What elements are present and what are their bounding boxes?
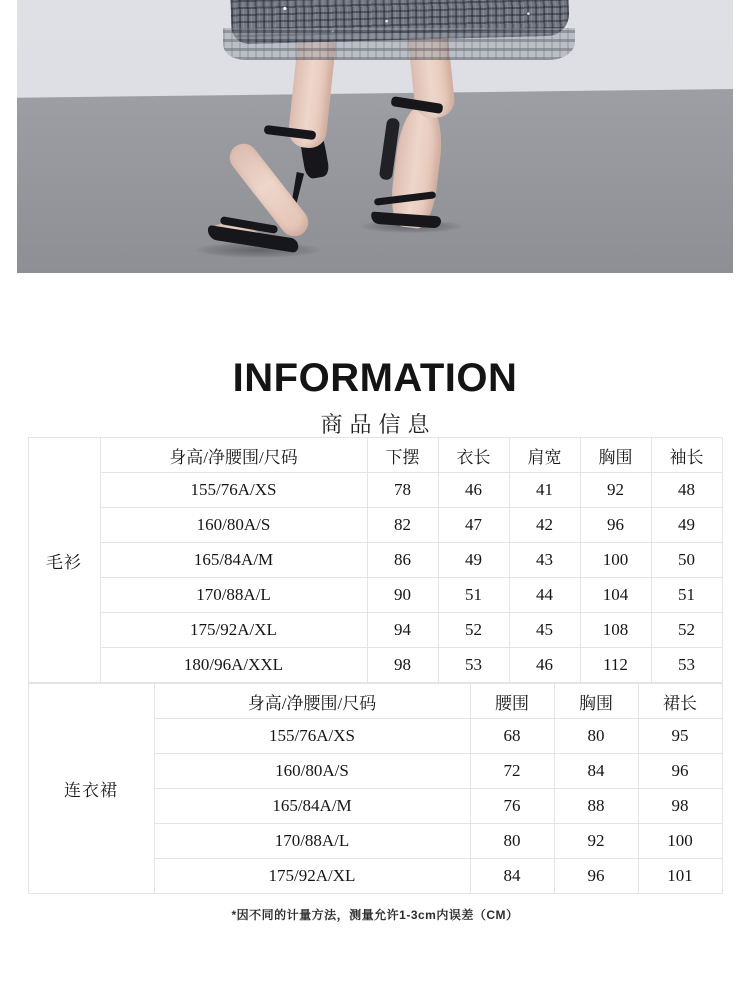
measurement-cell: 96 (580, 508, 651, 543)
measurement-cell: 45 (509, 613, 580, 648)
measurement-tolerance-footnote: *因不同的计量方法，测量允许1-3cm内误差（CM） (231, 908, 519, 923)
product-label: 连衣裙 (28, 684, 154, 894)
measurement-cell: 94 (367, 613, 438, 648)
measurement-cell: 42 (509, 508, 580, 543)
size-spec-cell: 160/80A/S (100, 508, 367, 543)
header-row (28, 438, 722, 473)
measurement-cell: 90 (367, 578, 438, 613)
measurement-cell: 50 (651, 543, 722, 578)
column-header: 衣长 (438, 438, 509, 473)
section-subtitle: 商品信息 (320, 412, 437, 437)
column-header: 胸围 (554, 684, 638, 719)
information-section-header (0, 357, 750, 437)
column-header: 下摆 (367, 438, 438, 473)
column-header: 袖长 (651, 438, 722, 473)
measurement-cell: 48 (651, 473, 722, 508)
column-header: 身高/净腰围/尺码 (154, 684, 470, 719)
product-label: 毛衫 (28, 438, 100, 683)
measurement-cell: 82 (367, 508, 438, 543)
plaid-skirt-sheer-hem (223, 28, 575, 60)
measurement-cell: 108 (580, 613, 651, 648)
measurement-cell: 52 (651, 613, 722, 648)
measurement-cell: 84 (470, 859, 554, 894)
measurement-cell: 41 (509, 473, 580, 508)
measurement-cell: 52 (438, 613, 509, 648)
size-spec-cell: 175/92A/XL (154, 859, 470, 894)
size-spec-cell: 170/88A/L (154, 824, 470, 859)
column-header: 肩宽 (509, 438, 580, 473)
size-spec-cell: 180/96A/XXL (100, 648, 367, 683)
measurement-cell: 46 (438, 473, 509, 508)
measurement-cell: 47 (438, 508, 509, 543)
measurement-cell: 95 (638, 719, 722, 754)
measurement-cell: 100 (580, 543, 651, 578)
measurement-cell: 98 (638, 789, 722, 824)
measurement-cell: 101 (638, 859, 722, 894)
column-header: 胸围 (580, 438, 651, 473)
measurement-cell: 68 (470, 719, 554, 754)
size-spec-cell: 155/76A/XS (154, 719, 470, 754)
section-title: INFORMATION (232, 356, 518, 400)
column-header: 腰围 (470, 684, 554, 719)
size-row (28, 508, 722, 543)
size-spec-cell: 170/88A/L (100, 578, 367, 613)
measurement-cell: 86 (367, 543, 438, 578)
sweater-size-table (28, 437, 723, 683)
measurement-cell: 80 (554, 719, 638, 754)
size-spec-cell: 165/84A/M (100, 543, 367, 578)
measurement-cell: 78 (367, 473, 438, 508)
measurement-cell: 104 (580, 578, 651, 613)
size-row (28, 473, 722, 508)
measurement-cell: 44 (509, 578, 580, 613)
measurement-cell: 112 (580, 648, 651, 683)
measurement-cell: 92 (554, 824, 638, 859)
measurement-cell: 43 (509, 543, 580, 578)
measurement-cell: 88 (554, 789, 638, 824)
column-header: 裙长 (638, 684, 722, 719)
size-spec-cell: 165/84A/M (154, 789, 470, 824)
measurement-cell: 76 (470, 789, 554, 824)
header-row (28, 684, 722, 719)
product-photo (17, 0, 733, 273)
measurement-cell: 53 (438, 648, 509, 683)
size-row (28, 613, 722, 648)
measurement-cell: 98 (367, 648, 438, 683)
measurement-cell: 100 (638, 824, 722, 859)
dress-size-table (28, 683, 723, 894)
size-row (28, 648, 722, 683)
size-row (28, 578, 722, 613)
size-spec-cell: 160/80A/S (154, 754, 470, 789)
size-spec-cell: 155/76A/XS (100, 473, 367, 508)
size-spec-cell: 175/92A/XL (100, 613, 367, 648)
measurement-cell: 80 (470, 824, 554, 859)
measurement-cell: 92 (580, 473, 651, 508)
column-header: 身高/净腰围/尺码 (100, 438, 367, 473)
measurement-cell: 53 (651, 648, 722, 683)
measurement-cell: 84 (554, 754, 638, 789)
measurement-cell: 46 (509, 648, 580, 683)
measurement-cell: 51 (438, 578, 509, 613)
measurement-cell: 49 (438, 543, 509, 578)
measurement-cell: 72 (470, 754, 554, 789)
measurement-cell: 49 (651, 508, 722, 543)
measurement-cell: 51 (651, 578, 722, 613)
measurement-cell: 96 (638, 754, 722, 789)
size-row (28, 543, 722, 578)
measurement-cell: 96 (554, 859, 638, 894)
